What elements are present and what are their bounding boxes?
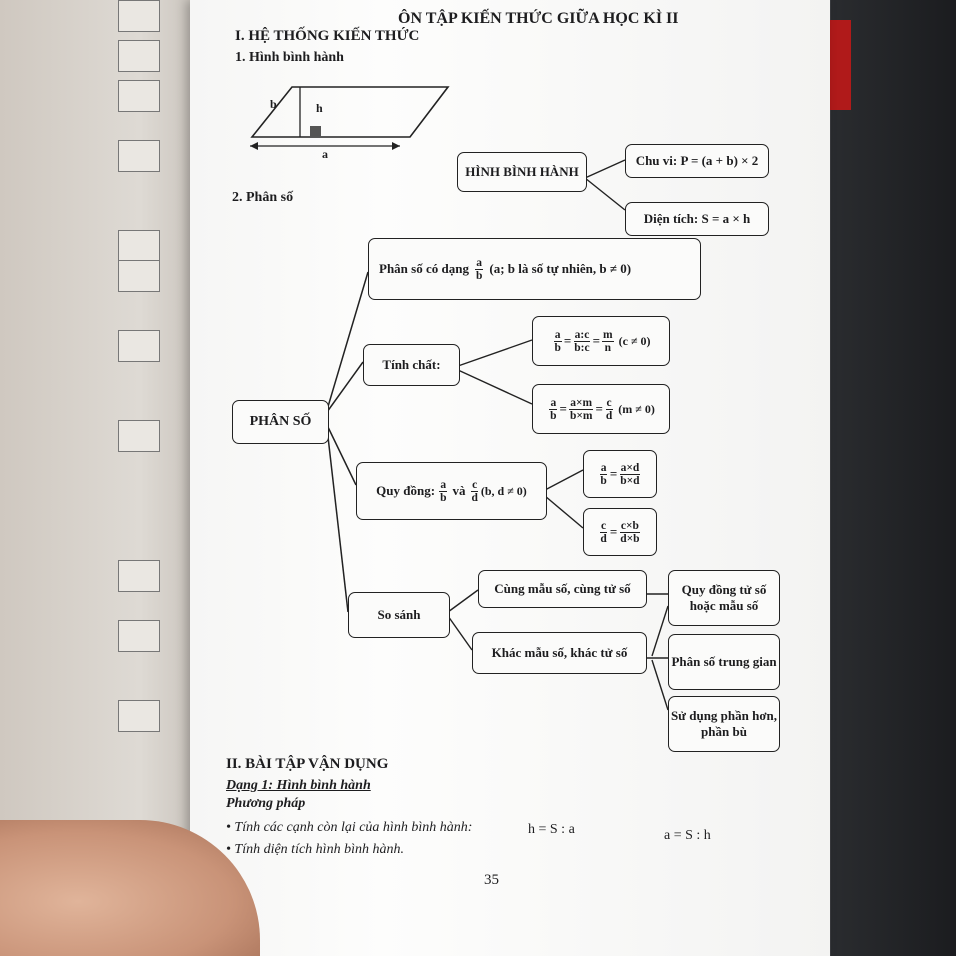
form-denominator: b [475,269,483,282]
connector [652,606,668,656]
connector [545,470,583,490]
base-arrow-right [392,142,400,150]
common-result-2: $\frac{c}{d}$ = $\frac{c\times b}{d\times b}$ [583,508,657,556]
subsection-fractions: 2. Phân số [232,190,294,205]
bullet-1 [226,820,472,836]
connector [458,370,532,404]
bullet-dot: • [226,820,231,835]
frac-num: c [472,478,478,491]
label-a: a [322,147,328,161]
connector [545,496,583,528]
connector [585,160,625,178]
method-common-box: Quy đồng tử số hoặc mẫu số [668,570,780,626]
method-heading: Phương pháp [226,796,306,811]
frac-num: c×b [620,519,639,532]
exercise-type-1: Dạng 1: Hình bình hành [226,778,371,793]
frac-den: b×m [569,409,593,422]
frac-num: a [554,328,561,341]
frac-den: b [440,491,447,504]
property-divide-box: $\frac{a}{b}$ = $\frac{a:c}{b:c}$ = $\frac{m}{n}$ (c ≠ 0) [532,316,670,366]
frac-num: a×d [620,461,640,474]
section-heading-2: II. BÀI TẬP VẬN DỤNG [226,756,389,772]
frac-den: b [554,341,561,354]
connector [652,660,668,710]
parallelogram-shape [252,87,448,137]
connector [448,590,478,612]
frac-den: d [605,409,613,422]
frac-num: a×m [570,396,593,409]
connector [458,340,532,366]
formula-a: a = S : h [664,828,711,843]
condition: (b, d ≠ 0) [480,484,527,498]
frac-den: d [471,491,478,504]
connector [327,428,348,612]
same-denominator-box: Cùng mẫu số, cùng tử số [478,570,647,608]
connector [327,425,356,485]
fraction-root-box: PHÂN SỐ [232,400,329,444]
frac-den: n [604,341,612,354]
page-number: 35 [484,872,499,888]
section-heading-1: I. HỆ THỐNG KIẾN THỨC [235,28,420,44]
different-denominator-box: Khác mẫu số, khác tử số [472,632,647,674]
subsection-parallelogram: 1. Hình bình hành [235,50,344,65]
form-numerator: a [476,256,483,269]
page-title: ÔN TẬP KIẾN THỨC GIỮA HỌC KÌ II [398,10,679,27]
bullet-dot: • [226,842,231,857]
method-complement-box: Sử dụng phần hơn, phần bù [668,696,780,752]
connector [327,362,363,412]
fraction-form-box [368,238,701,300]
perimeter-box: Chu vi: P = (a + b) × 2 [625,144,769,178]
compare-box: So sánh [348,592,450,638]
condition: (m ≠ 0) [618,402,655,416]
bullet-2-text: Tính diện tích hình bình hành. [234,842,404,857]
bullet-1-text: Tính các cạnh còn lại của hình bình hành: [234,820,473,835]
common-prefix: Quy đồng: [376,483,436,498]
condition: (c ≠ 0) [618,334,651,348]
frac-den: b [600,474,607,487]
common-denominator-box [356,462,547,520]
connector [327,272,368,410]
frac-num: a [440,478,447,491]
property-multiply-box: $\frac{a}{b}$ = $\frac{a\times m}{b\times m}$ = $\frac{c}{d}$ (m ≠ 0) [532,384,670,434]
bullet-2 [226,842,404,858]
property-box: Tính chất: [363,344,460,386]
frac-den: b [550,409,557,422]
label-h: h [316,101,323,115]
frac-num: a [600,461,607,474]
frac-num: a [550,396,557,409]
label-b: b [270,97,277,111]
common-and: và [452,483,466,498]
form-prefix: Phân số có dạng [379,261,469,276]
right-angle-mark [310,126,321,137]
frac-den: d×b [620,532,640,545]
method-intermediate-box: Phân số trung gian [668,634,780,690]
frac-num: a:c [574,328,590,341]
common-result-1: $\frac{a}{b}$ = $\frac{a\times d}{b\times d}$ [583,450,657,498]
frac-num: c [606,396,612,409]
base-arrow-left [250,142,258,150]
frac-num: m [603,328,613,341]
form-suffix: (a; b là số tự nhiên, b ≠ 0) [489,261,632,276]
frac-num: c [601,519,607,532]
frac-den: b:c [574,341,590,354]
formula-h: h = S : a [528,822,575,837]
frac-den: d [600,532,607,545]
area-box: Diện tích: S = a × h [625,202,769,236]
frac-den: b×d [620,474,640,487]
connector [585,178,625,210]
connector [448,616,472,650]
parallelogram-center-box: HÌNH BÌNH HÀNH [457,152,587,192]
